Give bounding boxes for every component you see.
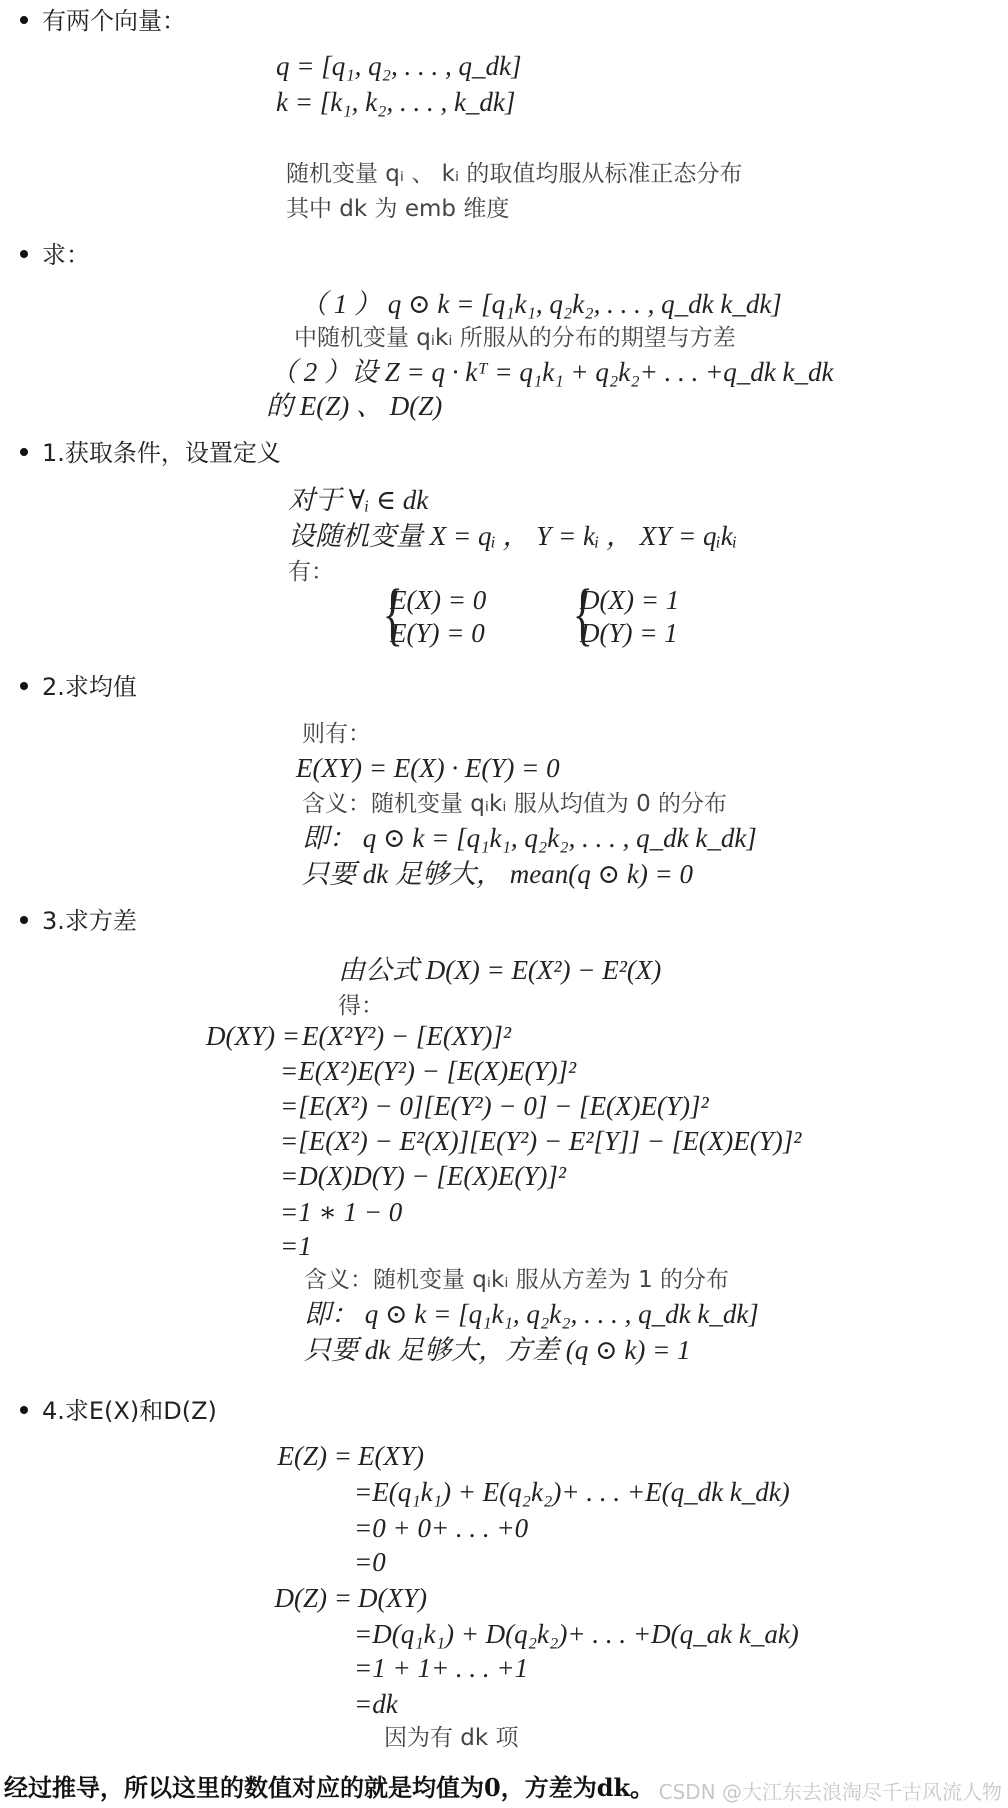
dxy-lhs: D(XY) = xyxy=(206,1021,300,1051)
bullet-dot xyxy=(20,1406,28,1414)
variance-formula: 由公式 D(X) = E(X²) − E²(X) xyxy=(338,955,662,985)
problem-1: （ 1 ） q ⊙ k = [q₁k₁, q₂k₂, . . . , q_dk k_dk] xyxy=(300,289,782,319)
heading-ez-dz xyxy=(20,1396,217,1426)
distribution-note: 随机变量 qᵢ 、 kᵢ 的取值均服从标准正态分布 xyxy=(286,161,743,187)
heading-text: 4.求E(X)和D(Z) xyxy=(42,1397,217,1425)
variance-step-4: =[E(X²) − E²(X)][E(Y²) − E²[Y]] − [E(X)E(Y)]² xyxy=(280,1126,802,1156)
variance-step-5: =D(X)D(Y) − [E(X)E(Y)]² xyxy=(280,1161,566,1191)
ex-zero: E(X) = 0 xyxy=(390,585,487,615)
exy-equation: E(XY) = E(X) · E(Y) = 0 xyxy=(296,753,560,783)
dz-step-2: =D(q₁k₁) + D(q₂k₂)+ . . . +D(q_ak k_ak) xyxy=(354,1619,799,1649)
problem-2: （ 2 ）设 Z = q · kᵀ = q₁k₁ + q₂k₂+ . . . +q_dk k_dk xyxy=(270,357,834,387)
dz-lhs: D(Z) = xyxy=(274,1583,352,1613)
dx-one: D(X) = 1 xyxy=(580,585,680,615)
heading-conditions xyxy=(20,438,281,468)
problem-2-desc: 的 E(Z) 、 D(Z) xyxy=(266,391,443,421)
heading-mean xyxy=(20,672,137,702)
heading-text: 3.求方差 xyxy=(42,907,137,935)
k-vector: k = [k₁, k₂, . . . , k_dk] xyxy=(276,87,516,117)
ez-step-3: =0 + 0+ . . . +0 xyxy=(354,1513,529,1543)
dz-step-1: D(XY) xyxy=(358,1583,427,1613)
because-note: 因为有 dk 项 xyxy=(384,1725,519,1751)
dz-step-3: =1 + 1+ . . . +1 xyxy=(354,1653,529,1683)
left-brace-icon: { xyxy=(382,576,403,653)
mean-meaning: 含义：随机变量 qᵢkᵢ 服从均值为 0 的分布 xyxy=(302,791,728,817)
variance-step-2: =E(X²)E(Y²) − [E(X)E(Y)]² xyxy=(280,1056,577,1086)
variance-step-3: =[E(X²) − 0][E(Y²) − 0] − [E(X)E(Y)]² xyxy=(280,1091,709,1121)
heading-variance xyxy=(20,906,137,936)
heading-text: 1.获取条件，设置定义 xyxy=(42,439,281,467)
bullet-dot xyxy=(20,682,28,690)
heading-text: 2.求均值 xyxy=(42,673,137,701)
variance-step-7: =1 xyxy=(280,1231,312,1261)
ez-step-1: E(XY) xyxy=(358,1441,424,1471)
ez-lhs: E(Z) = xyxy=(277,1441,352,1471)
expectation-system xyxy=(382,576,530,654)
de-label: 得： xyxy=(338,993,384,1019)
q-vector: q = [q₁, q₂, . . . , q_dk] xyxy=(276,51,522,81)
bullet-dot xyxy=(20,916,28,924)
dy-one: D(Y) = 1 xyxy=(580,618,678,648)
variance-meaning: 含义：随机变量 qᵢkᵢ 服从方差为 1 的分布 xyxy=(304,1267,730,1293)
bullet-dot xyxy=(20,250,28,258)
dimension-note: 其中 dk 为 emb 维度 xyxy=(286,196,510,222)
problem-1-desc: 中随机变量 qᵢkᵢ 所服从的分布的期望与方差 xyxy=(294,325,736,351)
heading-find xyxy=(20,240,90,270)
variance-step-1: E(X²Y²) − [E(XY)]² xyxy=(302,1021,511,1051)
watermark: CSDN @大江东去浪淘尽千古风流人物 xyxy=(658,1780,1002,1804)
variance-system xyxy=(572,576,720,654)
dz-step-4: =dk xyxy=(354,1689,398,1719)
mean-conclusion: 只要 dk 足够大， mean(q ⊙ k) = 0 xyxy=(302,859,694,889)
ez-step-2: =E(q₁k₁) + E(q₂k₂)+ . . . +E(q_dk k_dk) xyxy=(354,1477,790,1507)
variance-step-6: =1 ∗ 1 − 0 xyxy=(280,1197,403,1227)
hadamard-product-2: 即： q ⊙ k = [q₁k₁, q₂k₂, . . . , q_dk k_dk] xyxy=(304,1299,759,1329)
hadamard-product: 即： q ⊙ k = [q₁k₁, q₂k₂, . . . , q_dk k_dk] xyxy=(302,823,757,853)
forall-line: 对于 ∀ᵢ ∈ dk xyxy=(288,485,429,515)
left-brace-icon: { xyxy=(572,576,593,653)
you-label: 有： xyxy=(288,559,334,585)
conclusion-text: 经过推导，所以这里的数值对应的就是均值为0，方差为dk。 xyxy=(4,1773,655,1802)
variance-conclusion: 只要 dk 足够大，方差 (q ⊙ k) = 1 xyxy=(304,1335,691,1365)
heading-text: 求： xyxy=(42,241,90,269)
heading-vectors xyxy=(20,6,186,36)
ey-zero: E(Y) = 0 xyxy=(390,618,485,648)
bullet-dot xyxy=(20,448,28,456)
ez-step-4: =0 xyxy=(354,1547,386,1577)
heading-text: 有两个向量： xyxy=(42,7,186,35)
then-label: 则有： xyxy=(302,721,371,747)
variable-definition: 设随机变量 X = qᵢ ， Y = kᵢ ， XY = qᵢkᵢ xyxy=(288,521,737,551)
bullet-dot xyxy=(20,16,28,24)
